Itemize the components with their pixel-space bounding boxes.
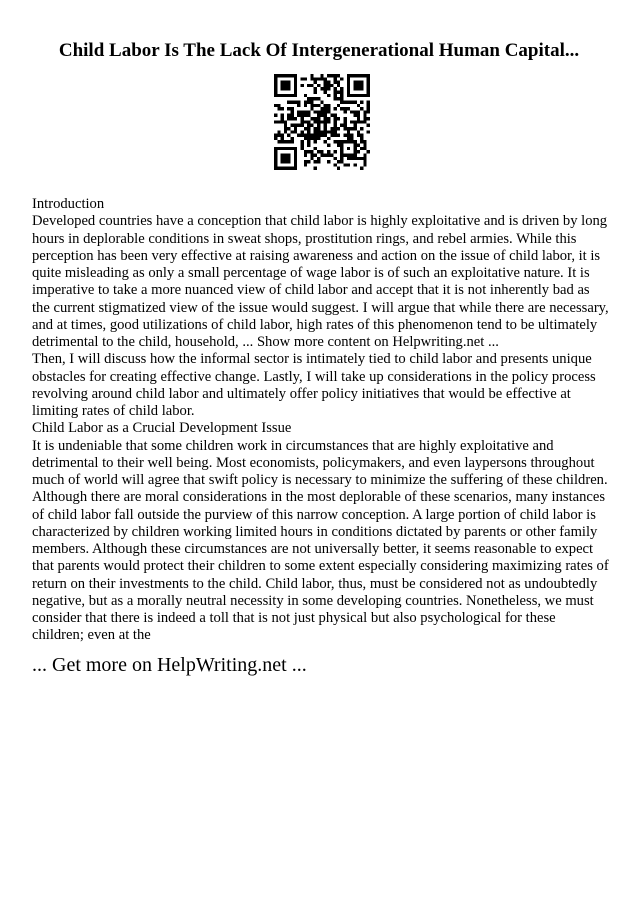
paragraph: Developed countries have a conception that child labor is highly exploitative and is driven by long hours in deplorable conditions in sweat shops, prostitution rings, and rebel armies. While this perception has been very effective at raising awareness and action on the issue of child labor, it is quite misleading as only a small percentage of wage labor is of such an exploitative nature. It is imperative to take a more nuanced view of child labor and accept that it is not inherently bad as the current stigmatized view of the issue would suggest. I will argue that while there are necessary, and at times, good utilizations of child labor, high rates of this phenomenon tend to be ultimately detrimental to the child, household, ... Show more content on Helpwriting.net ... [32, 213, 609, 350]
paragraph: Then, I will discuss how the informal sector is intimately tied to child labor and presents unique obstacles for creating effective change. Lastly, I will take up considerations in the policy process revolving around child labor and ultimately offer policy initiatives that would be effective at limiting rates of child labor. [32, 351, 596, 419]
document-title: Child Labor Is The Lack Of Intergenerational Human Capital... [58, 40, 580, 61]
get-more-link[interactable]: ... Get more on HelpWriting.net ... [32, 654, 307, 676]
document-body [32, 196, 610, 645]
section-heading-introduction: Introduction [32, 196, 105, 212]
qr-code-icon [274, 74, 370, 170]
section-heading-development-issue: Child Labor as a Crucial Development Issue [32, 420, 292, 437]
paragraph: It is undeniable that some children work in circumstances that are highly exploitative and detrimental to their well being. Most economists, policymakers, and even laypersons throughout much of world will agree that swift policy is necessary to minimize the suffering of these children. Although there are moral considerations in the most deplorable of these scenarios, many instances of child labor fall outside the purview of this narrow conception. A large portion of child labor is characterized by children working limited hours in conditions dictated by parents or other family members. Although these circumstances are not universally better, it seems reasonable to expect that parents would protect their children to some extent especially considering maximizing rates of return on their investments to the child. Child labor, thus, must be considered not as undoubtedly negative, but as a morally neutral necessity in some developing countries. Nonetheless, we must consider that there is indeed a toll that is not just physical but also psychological for these children; even at the [32, 437, 609, 644]
